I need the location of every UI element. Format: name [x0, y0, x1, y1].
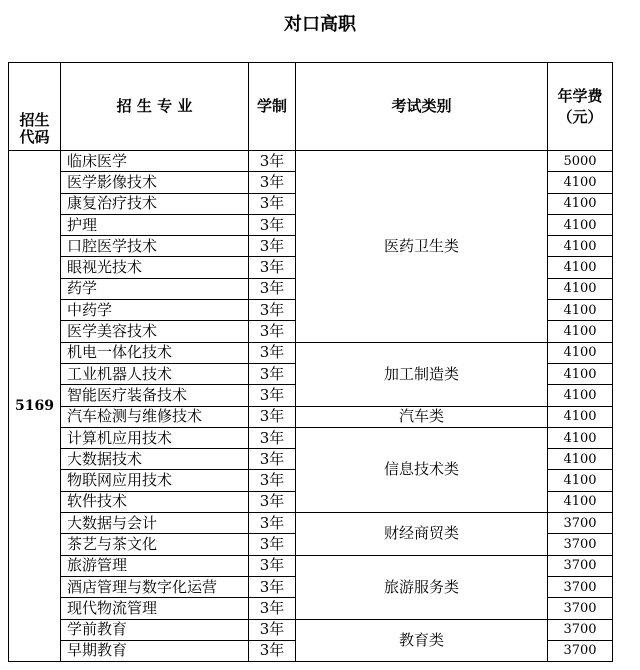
major-header: 招 生 专 业: [61, 63, 249, 151]
fee-cell: 4100: [548, 427, 613, 448]
major-cell: 茶艺与茶文化: [61, 534, 249, 555]
table-body: [9, 151, 613, 662]
major-cell: 早期教育: [61, 640, 249, 661]
major-cell: 现代物流管理: [61, 598, 249, 619]
fee-cell: 3700: [548, 555, 613, 576]
duration-cell: 3年: [249, 619, 296, 640]
fee-cell: 4100: [548, 491, 613, 512]
duration-cell: 3年: [249, 193, 296, 214]
major-cell: 眼视光技术: [61, 257, 249, 278]
major-cell: 旅游管理: [61, 555, 249, 576]
fee-cell: 4100: [548, 385, 613, 406]
enrollment-table: [8, 62, 613, 662]
major-cell: 智能医疗装备技术: [61, 385, 249, 406]
table-row: [9, 427, 613, 448]
fee-cell: 4100: [548, 257, 613, 278]
major-cell: 康复治疗技术: [61, 193, 249, 214]
exam-category-cell: 医药卫生类: [296, 151, 548, 343]
major-cell: 医学美容技术: [61, 321, 249, 342]
duration-cell: 3年: [249, 491, 296, 512]
duration-cell: 3年: [249, 427, 296, 448]
fee-cell: 4100: [548, 278, 613, 299]
table-row: [9, 406, 613, 427]
duration-cell: 3年: [249, 321, 296, 342]
duration-cell: 3年: [249, 513, 296, 534]
major-cell: 计算机应用技术: [61, 427, 249, 448]
major-cell: 大数据技术: [61, 449, 249, 470]
fee-header: [548, 63, 613, 151]
fee-cell: 4100: [548, 449, 613, 470]
fee-cell: 4100: [548, 236, 613, 257]
duration-cell: 3年: [249, 151, 296, 172]
major-cell: 物联网应用技术: [61, 470, 249, 491]
fee-cell: 4100: [548, 214, 613, 235]
table-row: [9, 342, 613, 363]
duration-cell: 3年: [249, 470, 296, 491]
table-row: [9, 513, 613, 534]
fee-cell: 3700: [548, 513, 613, 534]
major-cell: 机电一体化技术: [61, 342, 249, 363]
exam-category-cell: 财经商贸类: [296, 513, 548, 556]
fee-header-line1: 年学费: [557, 86, 603, 105]
major-cell: 中药学: [61, 300, 249, 321]
major-cell: 护理: [61, 214, 249, 235]
table-header-row: [9, 63, 613, 151]
major-cell: 工业机器人技术: [61, 363, 249, 384]
exam-category-cell: 旅游服务类: [296, 555, 548, 619]
duration-cell: 3年: [249, 214, 296, 235]
enrollment-code-cell: 5169: [9, 151, 61, 662]
code-header: [9, 63, 61, 151]
duration-cell: 3年: [249, 363, 296, 384]
fee-cell: 3700: [548, 640, 613, 661]
fee-cell: 3700: [548, 576, 613, 597]
duration-cell: 3年: [249, 406, 296, 427]
duration-cell: 3年: [249, 300, 296, 321]
duration-cell: 3年: [249, 342, 296, 363]
table-row: [9, 619, 613, 640]
fee-cell: 5000: [548, 151, 613, 172]
code-header-line1: 招生: [19, 110, 50, 129]
major-cell: 汽车检测与维修技术: [61, 406, 249, 427]
major-cell: 酒店管理与数字化运营: [61, 576, 249, 597]
exam-category-cell: 汽车类: [296, 406, 548, 427]
fee-cell: 4100: [548, 300, 613, 321]
major-cell: 学前教育: [61, 619, 249, 640]
duration-cell: 3年: [249, 598, 296, 619]
fee-cell: 3700: [548, 598, 613, 619]
duration-cell: 3年: [249, 236, 296, 257]
fee-cell: 3700: [548, 619, 613, 640]
fee-cell: 3700: [548, 534, 613, 555]
duration-cell: 3年: [249, 449, 296, 470]
major-cell: 大数据与会计: [61, 513, 249, 534]
fee-cell: 4100: [548, 363, 613, 384]
table-row: [9, 151, 613, 172]
fee-cell: 4100: [548, 342, 613, 363]
fee-header-line2: （元）: [557, 107, 603, 126]
duration-cell: 3年: [249, 257, 296, 278]
duration-cell: 3年: [249, 555, 296, 576]
page-title: 对口高职: [284, 14, 356, 35]
major-cell: 医学影像技术: [61, 172, 249, 193]
fee-cell: 4100: [548, 470, 613, 491]
major-cell: 口腔医学技术: [61, 236, 249, 257]
duration-cell: 3年: [249, 640, 296, 661]
exam-category-cell: 加工制造类: [296, 342, 548, 406]
code-header-line2: 代码: [19, 127, 50, 146]
table-row: [9, 555, 613, 576]
exam-category-header: 考试类别: [296, 63, 548, 151]
duration-cell: 3年: [249, 576, 296, 597]
major-cell: 软件技术: [61, 491, 249, 512]
exam-category-cell: 信息技术类: [296, 427, 548, 512]
major-cell: 药学: [61, 278, 249, 299]
exam-category-cell: 教育类: [296, 619, 548, 662]
duration-header: 学制: [249, 63, 296, 151]
fee-cell: 4100: [548, 193, 613, 214]
fee-cell: 4100: [548, 406, 613, 427]
major-cell: 临床医学: [61, 151, 249, 172]
fee-cell: 4100: [548, 172, 613, 193]
duration-cell: 3年: [249, 278, 296, 299]
duration-cell: 3年: [249, 385, 296, 406]
fee-cell: 4100: [548, 321, 613, 342]
duration-cell: 3年: [249, 534, 296, 555]
duration-cell: 3年: [249, 172, 296, 193]
